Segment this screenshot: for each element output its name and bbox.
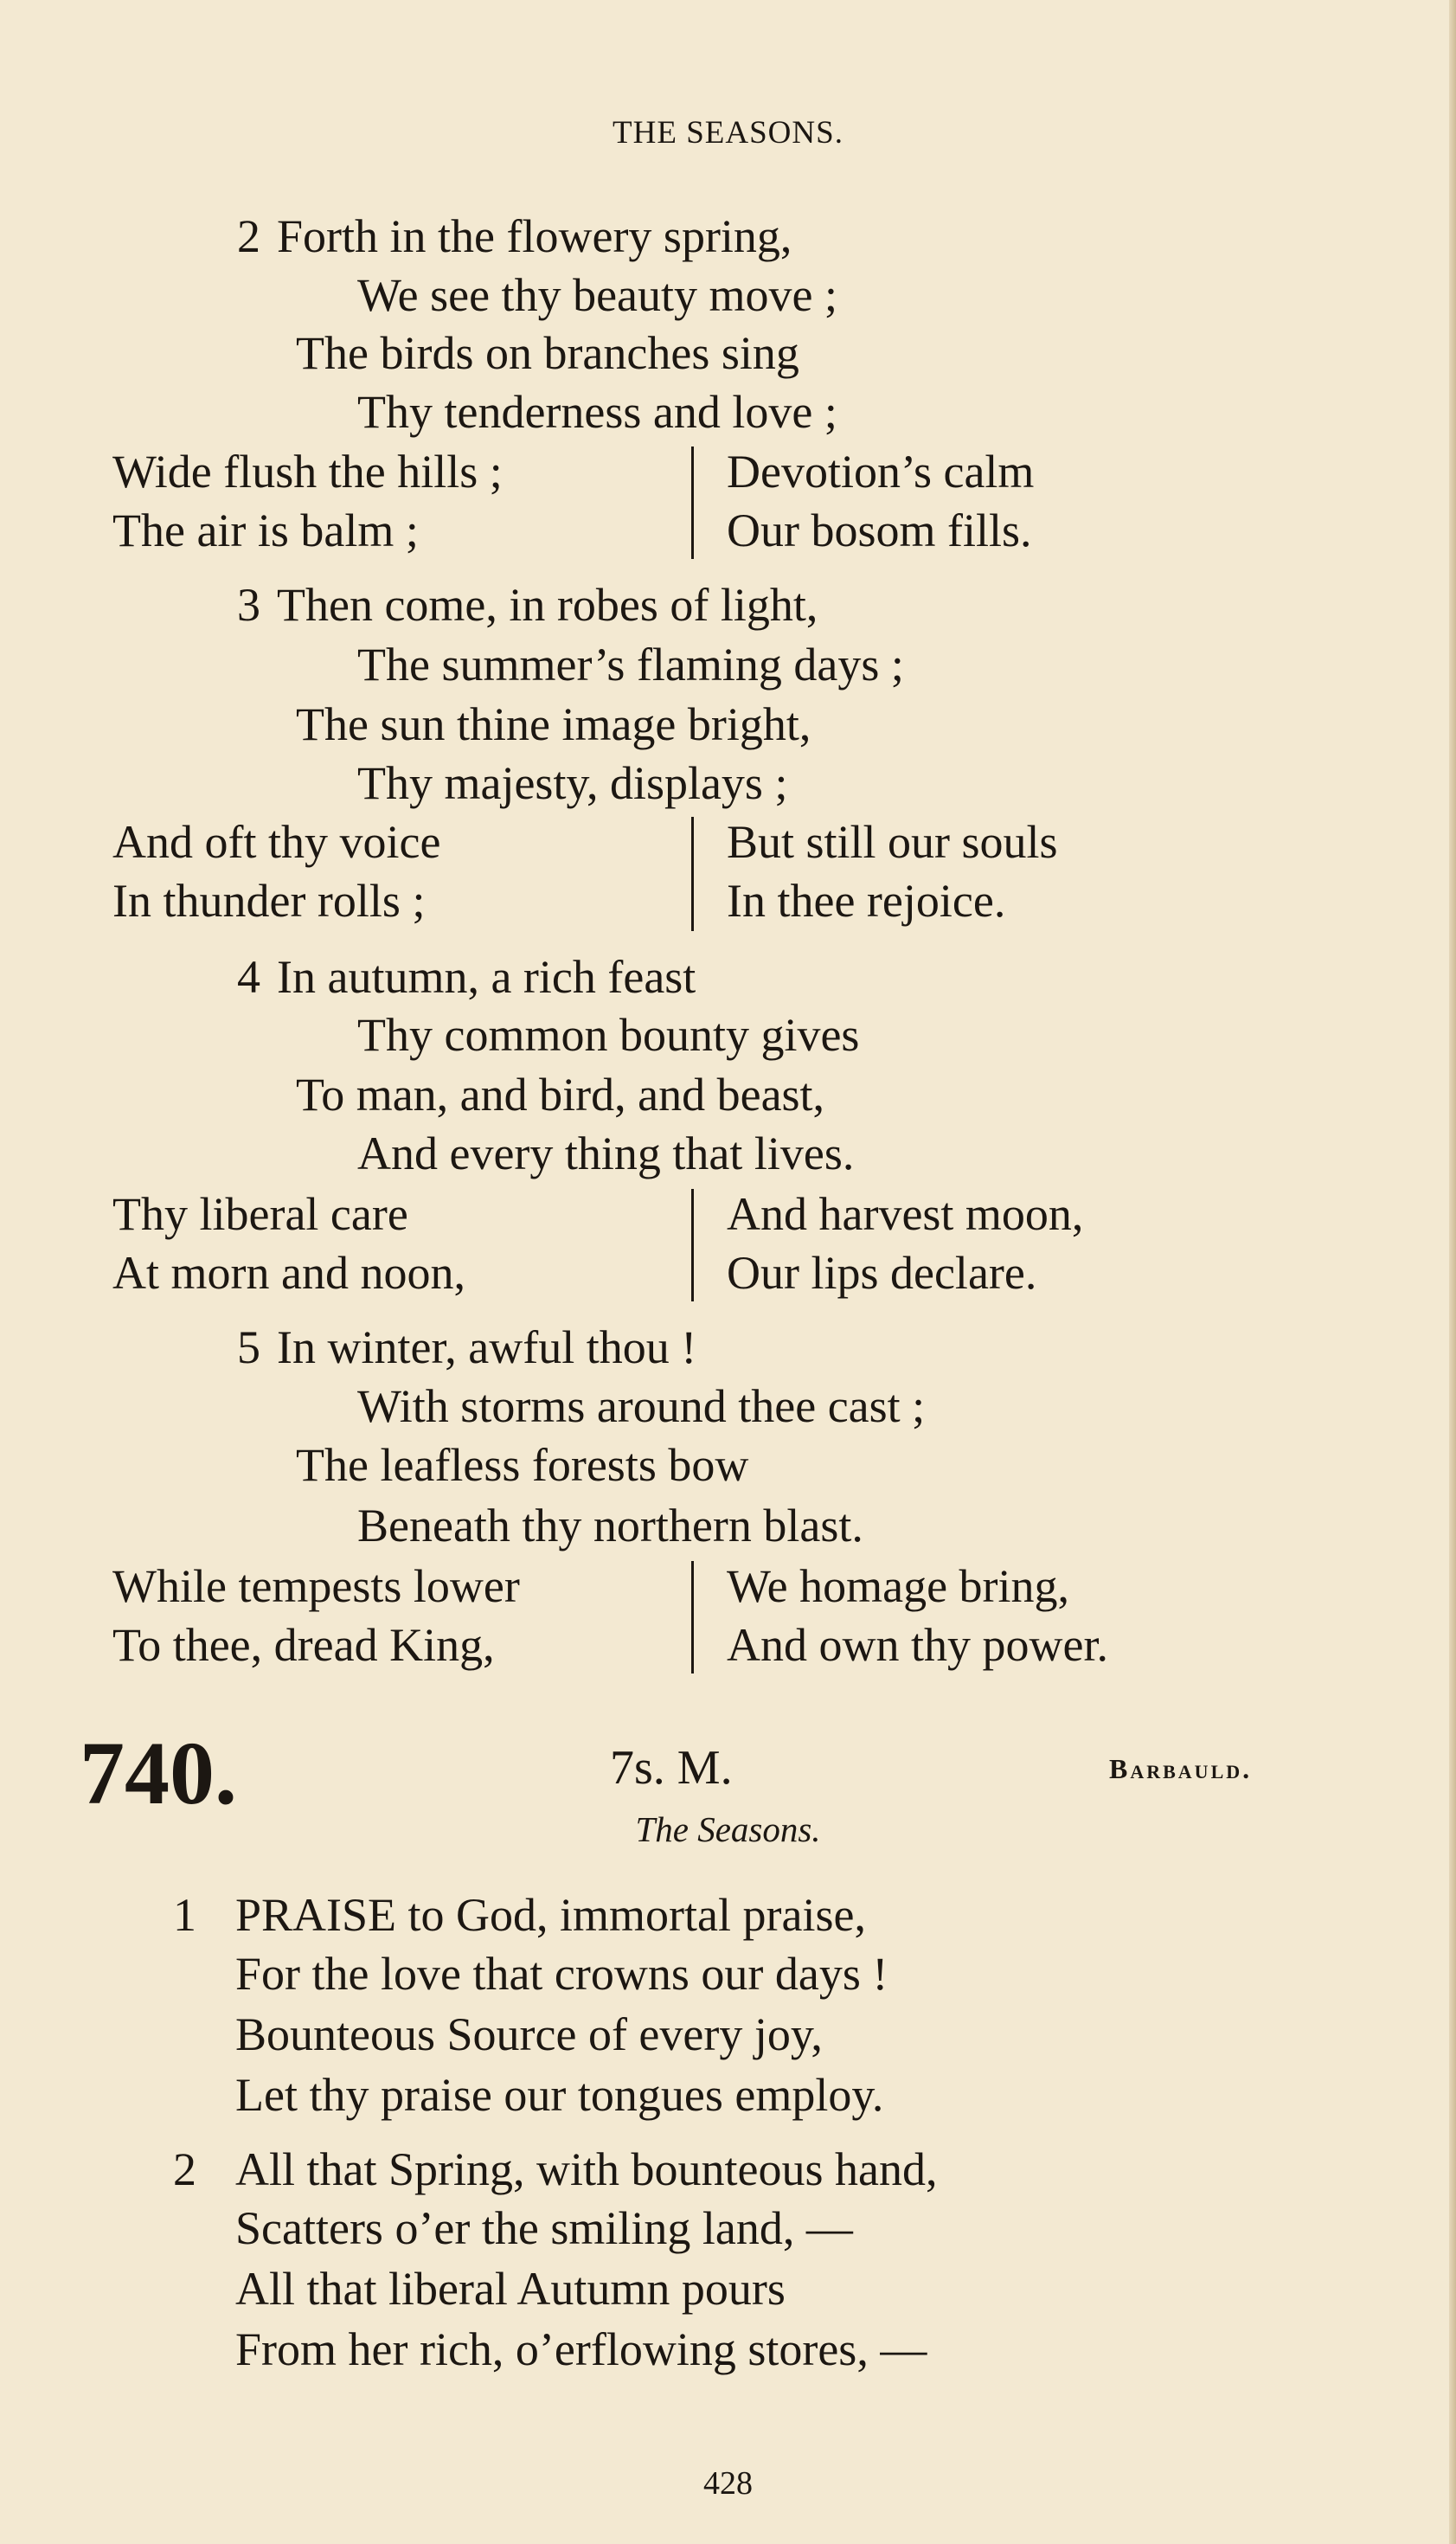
couplet-right: Our lips declare.	[727, 1247, 1037, 1299]
verse-number: 1	[173, 1889, 196, 1941]
couplet-right: We homage bring,	[727, 1560, 1070, 1612]
couplet-left: Thy liberal care	[112, 1188, 408, 1240]
verse-line: To man, and bird, and beast,	[296, 1069, 825, 1121]
hymn-title: The Seasons.	[635, 1809, 821, 1849]
couplet-right: And harvest moon,	[727, 1188, 1084, 1240]
verse-line: Bounteous Source of every joy,	[235, 2008, 823, 2060]
verse-line: Thy common bounty gives	[357, 1009, 860, 1061]
running-header: THE SEASONS.	[613, 115, 843, 151]
page-edge	[1449, 0, 1456, 2544]
verse-line: The leafless forests bow	[296, 1439, 749, 1491]
hymn-meter: 7s. M.	[610, 1741, 733, 1795]
verse-number: 2	[173, 2143, 196, 2195]
verse-line: The sun thine image bright,	[296, 698, 811, 750]
verse-line: 1 PRAISE to God, immortal praise,	[173, 1886, 866, 1943]
verse-line: Let thy praise our tongues employ.	[235, 2069, 884, 2121]
column-divider	[691, 817, 694, 931]
verse-line: Thy majesty, displays ;	[357, 757, 788, 809]
verse-line: The birds on branches sing	[296, 327, 799, 379]
verse-line: The summer’s flaming days ;	[357, 639, 904, 691]
couplet-left: To thee, dread King,	[112, 1619, 495, 1671]
couplet-left: Wide flush the hills ;	[112, 446, 503, 498]
verse-line: Scatters o’er the smiling land, —	[235, 2202, 853, 2254]
verse-number: 5	[237, 1321, 260, 1373]
verse-line: Thy tenderness and love ;	[357, 386, 837, 438]
verse-line: And every thing that lives.	[357, 1127, 855, 1179]
verse-line: From her rich, o’erflowing stores, —	[235, 2323, 927, 2375]
couplet-left: At morn and noon,	[112, 1247, 465, 1299]
verse-line: 2 Forth in the flowery spring,	[237, 208, 792, 265]
verse-number: 3	[237, 579, 260, 631]
column-divider	[691, 446, 694, 559]
verse-number: 2	[237, 210, 260, 262]
couplet-right: Devotion’s calm	[727, 446, 1035, 498]
couplet-right: Our bosom fills.	[727, 504, 1032, 556]
verse-line: For the love that crowns our days !	[235, 1948, 888, 2000]
couplet-left: The air is balm ;	[112, 504, 419, 556]
couplet-left: In thunder rolls ;	[112, 875, 426, 927]
verse-line: 5 In winter, awful thou !	[237, 1319, 696, 1376]
verse-line: Beneath thy northern blast.	[357, 1500, 863, 1551]
verse-line: 3 Then come, in robes of light,	[237, 576, 818, 633]
couplet-right: But still our souls	[727, 816, 1058, 868]
verse-number: 4	[237, 951, 260, 1003]
column-divider	[691, 1561, 694, 1674]
verse-line: With storms around thee cast ;	[357, 1380, 926, 1432]
couplet-right: In thee rejoice.	[727, 875, 1006, 927]
couplet-right: And own thy power.	[727, 1619, 1108, 1671]
page-number: 428	[703, 2465, 753, 2502]
couplet-left: And oft thy voice	[112, 816, 441, 868]
couplet-left: While tempests lower	[112, 1560, 520, 1612]
verse-line: All that liberal Autumn pours	[235, 2263, 786, 2315]
hymn-author: Barbauld.	[1109, 1753, 1253, 1784]
verse-line: 2 All that Spring, with bounteous hand,	[173, 2141, 937, 2198]
verse-line: We see thy beauty move ;	[357, 269, 837, 321]
column-divider	[691, 1189, 694, 1301]
verse-line: 4 In autumn, a rich feast	[237, 948, 696, 1005]
hymn-number: 740.	[80, 1724, 237, 1823]
